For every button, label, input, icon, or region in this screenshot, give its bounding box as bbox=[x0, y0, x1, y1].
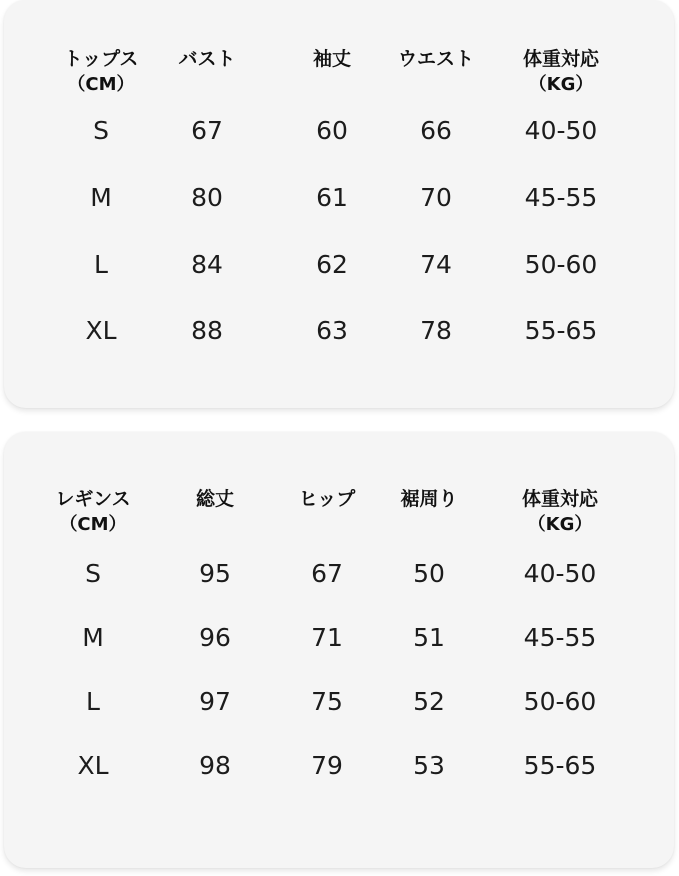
tops-table-cell: 70 bbox=[420, 183, 452, 212]
tops-table-cell: 80 bbox=[191, 183, 223, 212]
leggings-header-unit: （KG） bbox=[527, 514, 593, 535]
tops-size-table bbox=[4, 0, 674, 408]
leggings-size-label: S bbox=[85, 559, 101, 588]
leggings-table-cell: 96 bbox=[199, 623, 231, 652]
leggings-header-col-1 bbox=[55, 486, 130, 538]
leggings-header-col-4 bbox=[400, 486, 457, 512]
tops-header-col-5 bbox=[523, 46, 599, 98]
leggings-table-cell: 97 bbox=[199, 687, 231, 716]
tops-table-cell: 74 bbox=[420, 250, 452, 279]
tops-table-cell: 78 bbox=[420, 316, 452, 345]
leggings-header-label: 裾周り bbox=[400, 488, 458, 510]
tops-header-col-3 bbox=[313, 46, 351, 72]
tops-table-cell: 55-65 bbox=[524, 316, 598, 345]
tops-table-cell: 84 bbox=[191, 250, 223, 279]
leggings-header-label: ヒップ bbox=[298, 488, 356, 510]
tops-header-col-1 bbox=[64, 46, 139, 98]
leggings-header-col-5 bbox=[522, 486, 598, 538]
tops-table-cell: 50-60 bbox=[524, 250, 598, 279]
tops-header-unit: （CM） bbox=[67, 74, 135, 95]
leggings-table-cell: 40-50 bbox=[523, 559, 597, 588]
tops-table-cell: 66 bbox=[420, 116, 452, 145]
tops-table-cell: 61 bbox=[316, 183, 348, 212]
tops-header-label: バスト bbox=[178, 48, 236, 70]
leggings-table-cell: 67 bbox=[311, 559, 343, 588]
leggings-size-label: M bbox=[82, 623, 104, 652]
leggings-table-cell: 79 bbox=[311, 751, 343, 780]
leggings-table-cell: 52 bbox=[413, 687, 445, 716]
tops-table-cell: 67 bbox=[191, 116, 223, 145]
leggings-table-cell: 50-60 bbox=[523, 687, 597, 716]
tops-header-label: 袖丈 bbox=[312, 48, 352, 70]
tops-size-label: S bbox=[93, 116, 109, 145]
tops-size-label: M bbox=[90, 183, 112, 212]
leggings-table-cell: 50 bbox=[413, 559, 445, 588]
leggings-header-label: 体重対応 bbox=[521, 488, 599, 510]
tops-header-col-2 bbox=[178, 46, 235, 72]
tops-header-label: トップス bbox=[63, 48, 139, 70]
tops-header-unit: （KG） bbox=[528, 74, 594, 95]
leggings-header-col-3 bbox=[299, 486, 355, 512]
leggings-size-label: XL bbox=[77, 751, 109, 780]
leggings-header-label: 総丈 bbox=[195, 488, 235, 510]
tops-header-col-4 bbox=[398, 46, 474, 72]
tops-table-cell: 60 bbox=[316, 116, 348, 145]
leggings-size-table bbox=[4, 432, 674, 868]
tops-header-label: ウエスト bbox=[397, 48, 475, 70]
tops-table-cell: 63 bbox=[316, 316, 348, 345]
leggings-table-cell: 53 bbox=[413, 751, 445, 780]
leggings-table-cell: 55-65 bbox=[523, 751, 597, 780]
leggings-header-unit: （CM） bbox=[59, 514, 127, 535]
leggings-table-cell: 45-55 bbox=[523, 623, 597, 652]
leggings-header-label: レギンス bbox=[55, 488, 131, 510]
leggings-table-cell: 71 bbox=[311, 623, 343, 652]
leggings-size-label: L bbox=[86, 687, 100, 716]
leggings-table-cell: 95 bbox=[199, 559, 231, 588]
tops-size-label: L bbox=[94, 250, 108, 279]
leggings-header-col-2 bbox=[196, 486, 234, 512]
tops-table-cell: 45-55 bbox=[524, 183, 598, 212]
leggings-table-cell: 75 bbox=[311, 687, 343, 716]
tops-header-label: 体重対応 bbox=[522, 48, 600, 70]
leggings-table-cell: 98 bbox=[199, 751, 231, 780]
leggings-table-cell: 51 bbox=[413, 623, 445, 652]
tops-table-cell: 40-50 bbox=[524, 116, 598, 145]
tops-size-label: XL bbox=[85, 316, 117, 345]
tops-table-cell: 88 bbox=[191, 316, 223, 345]
tops-table-cell: 62 bbox=[316, 250, 348, 279]
